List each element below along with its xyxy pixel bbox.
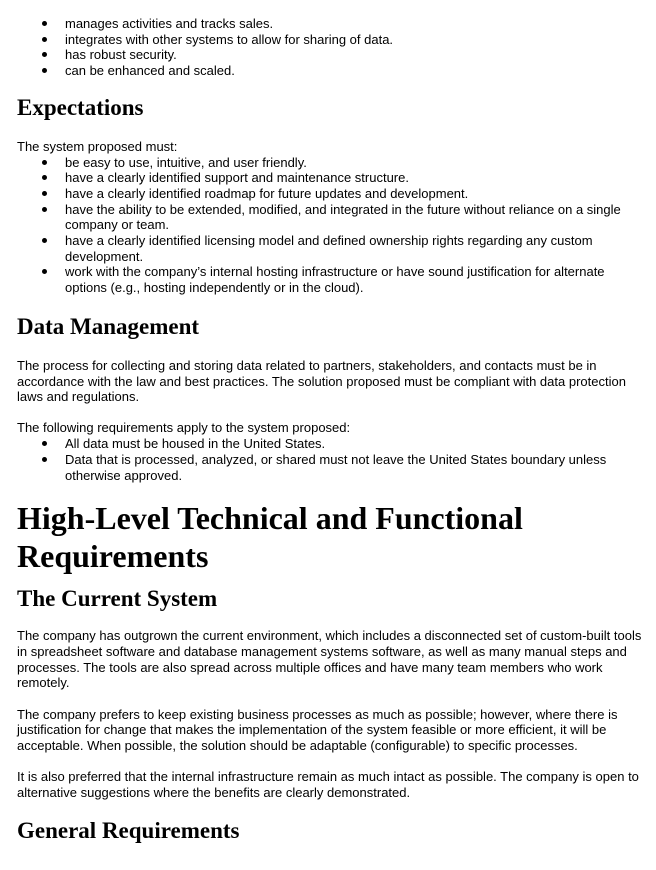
list-item: has robust security. (65, 47, 642, 63)
list-item: Data that is processed, analyzed, or shared must not leave the United States boundary unless otherwise approved. (65, 452, 642, 483)
list-item: have a clearly identified roadmap for future updates and development. (65, 186, 642, 202)
document-page (17, 16, 642, 844)
list-item: integrates with other systems to allow for sharing of data. (65, 32, 642, 48)
technical-requirements-heading: High-Level Technical and Functional Requirements (17, 500, 523, 574)
current-system-paragraph: The company has outgrown the current environment, which includes a disconnected set of custom-built tools in spreadsheet software and database management systems software, as well as many manual steps and processes. The tools are also spread across multiple offices and have many team members who work remotely. (17, 628, 642, 691)
current-system-heading: The Current System (17, 586, 218, 612)
expectations-heading: Expectations (17, 94, 144, 120)
list-item: manages activities and tracks sales. (65, 16, 642, 32)
data-management-paragraph: The process for collecting and storing data related to partners, stakeholders, and contacts must be in accordance with the law and best practices. The solution proposed must be compliant with data protection laws and regulations. (17, 357, 626, 405)
list-item: have a clearly identified support and maintenance structure. (65, 170, 642, 186)
features-list (17, 16, 642, 79)
list-item: can be enhanced and scaled. (65, 63, 642, 79)
current-system-paragraph: The company prefers to keep existing business processes as much as possible; however, where there is justification for change that makes the implementation of the system feasible or more efficient, it will be acceptable. When possible, the solution should be adaptable (configurable) to specific processes. (17, 706, 618, 753)
list-item: be easy to use, intuitive, and user friendly. (65, 155, 642, 171)
general-requirements-heading: General Requirements (17, 817, 240, 843)
current-system-paragraph: It is also preferred that the internal infrastructure remain as much intact as possible. The company is open to alternative suggestions where the benefits are clearly demonstrated. (17, 769, 639, 800)
data-management-heading: Data Management (17, 313, 200, 339)
data-management-intro: The following requirements apply to the system proposed: (17, 420, 351, 436)
list-item: All data must be housed in the United States. (65, 436, 642, 452)
list-item: have a clearly identified licensing model and defined ownership rights regarding any custom development. (65, 233, 642, 264)
expectations-list (17, 155, 642, 296)
list-item: work with the company’s internal hosting infrastructure or have sound justification for alternate options (e.g., hosting independently or in the cloud). (65, 264, 642, 295)
list-item: have the ability to be extended, modified, and integrated in the future without reliance on a single company or team. (65, 202, 642, 233)
data-management-list (17, 436, 642, 483)
expectations-intro: The system proposed must: (17, 138, 178, 154)
